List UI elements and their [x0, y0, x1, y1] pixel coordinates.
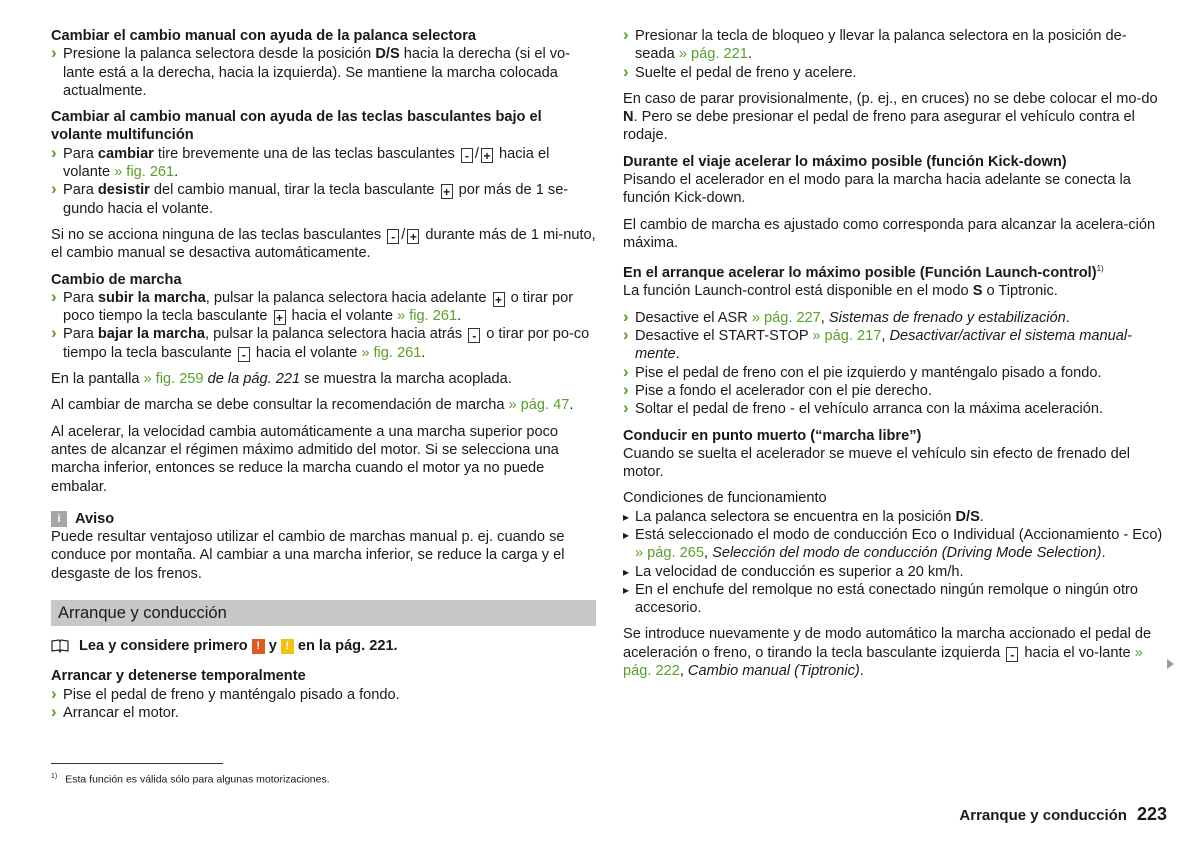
text-bold: D/S — [375, 46, 400, 63]
text: . Pero se debe presionar el pedal de freno para asegurar el vehículo contra el rodaje. — [623, 109, 1135, 144]
text-bold: cambiar — [97, 145, 154, 162]
paragraph-gear-adjust: El cambio de marcha es ajustado como corresponda para alcanzar la acelera-ción máxima. — [623, 216, 1156, 251]
text: Al cambiar de marcha se debe consultar la recomendación de marcha — [51, 397, 509, 414]
text-italic: Sistemas de frenado y estabilización — [828, 309, 1066, 326]
text: hacia la derecha (si el vo-lante está a la derecha, hacia la izquierda). Se mantiene la marcha colocada actualmente. — [63, 46, 571, 99]
info-icon: i — [51, 511, 67, 527]
heading-paddles: Cambiar al cambio manual con ayuda de las teclas basculantes bajo el volante multifunción — [51, 109, 542, 144]
step-item: › Presionar la tecla de bloqueo y llevar la palanca selectora en la posición de-seada » pág. 221. — [623, 27, 1165, 64]
left-column — [51, 27, 596, 730]
text: hacia el volante — [251, 344, 362, 361]
text-italic: Selección del modo de conducción (Driving Mode Selection) — [712, 545, 1102, 562]
text: Presione la palanca selectora desde la posición — [63, 46, 376, 63]
plus-key-icon: + — [274, 310, 286, 325]
text: Desactive el START-STOP — [635, 328, 813, 345]
text: durante más de 1 mi-nuto, el cambio manual se desactiva automáticamente. — [51, 226, 596, 262]
footer-section-title: Arranque y conducción — [959, 807, 1127, 824]
section-title-bar: Arranque y conducción — [51, 600, 596, 626]
paragraph-kickdown: Pisando el acelerador en el modo para la marcha hacia adelante se conecta la función Kick-down. — [623, 172, 1131, 207]
aviso-header — [51, 510, 596, 528]
section-manual-selector — [51, 27, 596, 100]
section-neutral — [623, 427, 1165, 482]
footnote-divider — [51, 763, 223, 764]
text: En el arranque acelerar lo máximo posible (Función Launch-control) — [623, 265, 1097, 282]
plus-key-icon: + — [481, 148, 493, 163]
right-column — [623, 27, 1165, 688]
text-bold: S — [972, 283, 983, 300]
footnote — [51, 773, 330, 786]
heading-neutral: Conducir en punto muerto (“marcha libre”) — [623, 427, 922, 444]
text: Para — [63, 326, 98, 343]
page-footer — [959, 804, 1167, 825]
text: o tirar por po-co tiempo la tecla basculante — [63, 326, 590, 361]
text: o Tiptronic. — [982, 283, 1058, 300]
step-item: › Desactive el START-STOP » pág. 217, Desactivar/activar el sistema manual-mente. — [623, 327, 1165, 364]
heading-gear-change: Cambio de marcha — [51, 271, 182, 288]
text: Para — [63, 145, 98, 162]
slash-text: / — [474, 145, 479, 162]
text: Para — [63, 182, 98, 199]
steps-continued — [623, 27, 1165, 82]
footnote-text: Esta función es válida sólo para algunas motorizaciones. — [65, 773, 330, 786]
step-item: › Suelte el pedal de freno y acelere. — [623, 64, 1165, 82]
link-fig-261[interactable]: » fig. 261 — [361, 344, 422, 361]
text: Se introduce nuevamente y de modo automático la marcha accionado el pedal de aceleración o freno, o tirando la tecla basculante izquierda — [623, 626, 1152, 661]
heading-launch — [623, 260, 1165, 282]
paragraph-timeout — [51, 226, 596, 263]
text: , pulsar la palanca selectora hacia adelante — [205, 289, 491, 306]
text: En la pantalla — [51, 371, 144, 388]
step-item — [51, 181, 596, 218]
paragraph-reengage: Se introduce nuevamente y de modo automático la marcha accionado el pedal de aceleración o freno, o tirando la tecla basculante izquierda - hacia el vo-lante » pág. 222, Cambio manual (Tiptronic). — [623, 626, 1152, 680]
text: hacia el volante — [63, 145, 550, 181]
step-item: › Pise a fondo el acelerador con el pie derecho. — [623, 382, 1165, 400]
step-item: › Desactive el ASR » pág. 227, Sistemas de frenado y estabilización. — [623, 309, 1165, 327]
text-italic: de la pág. 221 — [203, 371, 301, 388]
minus-key-icon: - — [461, 148, 473, 163]
paragraph-launch — [623, 282, 1165, 300]
link-pag-265[interactable]: » pág. 265 — [635, 545, 704, 562]
paragraph-accelerate: Al acelerar, la velocidad cambia automáticamente a una marcha superior poco antes de alcanzar el régimen máximo admitido del motor. Si se selecciona una marcha inferior, entonces se reduce la marcha cuando el motor ya no puede embalar. — [51, 423, 559, 495]
plus-key-icon: + — [493, 292, 505, 307]
plus-key-icon: + — [441, 184, 453, 199]
slash-text: / — [401, 226, 406, 243]
text-bold: subir la marcha — [97, 289, 206, 306]
section-kickdown — [623, 153, 1165, 208]
text: , pulsar la palanca selectora hacia atrás — [204, 326, 467, 343]
text-bold: desistir — [97, 182, 150, 199]
conditions-title: Condiciones de funcionamiento — [623, 490, 827, 507]
text: se muestra la marcha acoplada. — [300, 371, 512, 388]
section-paddles — [51, 108, 596, 218]
footnote-ref: 1) — [1096, 264, 1104, 274]
aviso-title: Aviso — [75, 510, 115, 527]
text: hacia el volante — [287, 308, 398, 325]
step-item: › Soltar el pedal de freno - el vehículo arranca con la máxima aceleración. — [623, 400, 1165, 418]
page-number: 223 — [1136, 804, 1167, 824]
plus-key-icon: + — [407, 229, 419, 244]
paragraph-stop — [623, 90, 1165, 145]
condition-item: ▸ La palanca selectora se encuentra en la posición D/S. — [623, 508, 1165, 526]
link-pag-217[interactable]: » pág. 217 — [812, 328, 882, 345]
text: y — [268, 638, 277, 655]
text: Para — [63, 289, 98, 306]
step-item: › Para bajar la marcha, pulsar la palanca selectora hacia atrás - o tirar por po-co tiempo la tecla basculante - hacia el volante » fig. 261. — [51, 325, 596, 362]
text: hacia el vo-lante — [1020, 644, 1135, 661]
aviso-text: Puede resultar ventajoso utilizar el cambio de marchas manual p. ej. cuando se conduce por montaña. Al cambiar a una marcha inferior, se reduce la carga y el desgaste de los frenos. — [51, 529, 565, 582]
link-fig-261[interactable]: » fig. 261 — [397, 308, 458, 325]
heading-start-stop: Arrancar y detenerse temporalmente — [51, 668, 306, 685]
text-italic: Cambio manual (Tiptronic) — [687, 663, 860, 680]
step-item — [51, 45, 596, 100]
text: Está seleccionado el modo de conducción Eco o Individual (Accionamiento - Eco) — [635, 526, 1163, 543]
heading-kickdown: Durante el viaje acelerar lo máximo posible (función Kick-down) — [623, 153, 1067, 170]
text-italic: Desactivar/activar el sistema manual-mente — [635, 328, 1132, 363]
condition-item: ▸ La velocidad de conducción es superior a 20 km/h. — [623, 563, 1165, 581]
text-bold: bajar la marcha — [97, 326, 205, 343]
step-item: › Pise el pedal de freno con el pie izquierdo y manténgalo pisado a fondo. — [623, 364, 1165, 382]
launch-steps — [623, 309, 1165, 419]
footnote-mark: 1) — [51, 773, 58, 780]
link-pag-227[interactable]: » pág. 227 — [751, 309, 821, 326]
link-pag-222[interactable]: » pág. 222 — [623, 644, 1143, 680]
condition-item: ▸ En el enchufe del remolque no está conectado ningún remolque o ningún otro accesorio. — [623, 581, 1165, 618]
triangle-right-icon — [1167, 659, 1174, 669]
book-icon — [51, 639, 69, 653]
link-fig-261[interactable]: » fig. 261 — [114, 164, 175, 181]
section-conditions — [623, 489, 1165, 617]
paragraph-display — [51, 370, 596, 388]
text: en la pág. 221. — [297, 638, 398, 655]
minus-key-icon: - — [1006, 647, 1018, 662]
paragraph-recommendation: Al cambiar de marcha se debe consultar la recomendación de marcha » pág. 47. — [51, 397, 574, 414]
link-pag-47[interactable]: » pág. 47 — [508, 397, 570, 414]
paragraph-neutral: Cuando se suelta el acelerador se mueve el vehículo sin efecto de frenado del motor. — [623, 445, 1131, 481]
step-item: › Pise el pedal de freno y manténgalo pisado a fondo. — [51, 686, 596, 704]
text: o tirar por poco tiempo la tecla basculante — [63, 289, 574, 325]
step-item: › Para cambiar tire brevemente una de las teclas basculantes - / + hacia el volante » fig. 261. — [51, 145, 596, 182]
heading-manual-selector: Cambiar el cambio manual con ayuda de la palanca selectora — [51, 28, 477, 44]
minus-key-icon: - — [387, 229, 399, 244]
text-bold: D/S — [955, 508, 980, 525]
text: del cambio manual, tirar la tecla basculante — [149, 182, 439, 199]
text: La palanca selectora se encuentra en la posición — [635, 508, 956, 525]
minus-key-icon: - — [468, 328, 480, 343]
warning-yellow-icon: ! — [281, 639, 294, 654]
read-first-line — [51, 637, 596, 655]
step-item: › Para subir la marcha, pulsar la palanca selectora hacia adelante + o tirar por poco tiempo la tecla basculante + hacia el volante » fig. 261. — [51, 289, 596, 326]
minus-key-icon: - — [238, 347, 250, 362]
text: En caso de parar provisionalmente, (p. ej., en cruces) no se debe colocar el mo-do — [623, 90, 1158, 107]
aviso-note — [51, 510, 596, 583]
link-fig-259[interactable]: » fig. 259 — [143, 371, 204, 388]
section-gear-change — [51, 271, 596, 362]
text: Desactive el ASR — [635, 309, 752, 326]
text: La función Launch-control está disponible en el modo — [623, 283, 973, 300]
text: Lea y considere primero — [79, 638, 248, 655]
warning-red-icon: ! — [252, 639, 265, 654]
text: por más de 1 se-gundo hacia el volante. — [63, 182, 569, 217]
text: Presionar la tecla de bloqueo y llevar la palanca selectora en la posición de-seada — [635, 28, 1127, 63]
text: Si no se acciona ninguna de las teclas basculantes — [51, 226, 386, 243]
text-bold: N — [623, 109, 634, 126]
section-launch — [623, 260, 1165, 300]
condition-item: ▸ Está seleccionado el modo de conducción Eco o Individual (Accionamiento - Eco) » pág. 265, Selección del modo de conducción (Driving Mode Selection). — [623, 526, 1165, 563]
link-pag-221[interactable]: » pág. 221 — [678, 46, 748, 63]
step-item: › Arrancar el motor. — [51, 704, 596, 722]
text: tire brevemente una de las teclas basculantes — [153, 145, 459, 162]
section-start-stop — [51, 667, 596, 722]
